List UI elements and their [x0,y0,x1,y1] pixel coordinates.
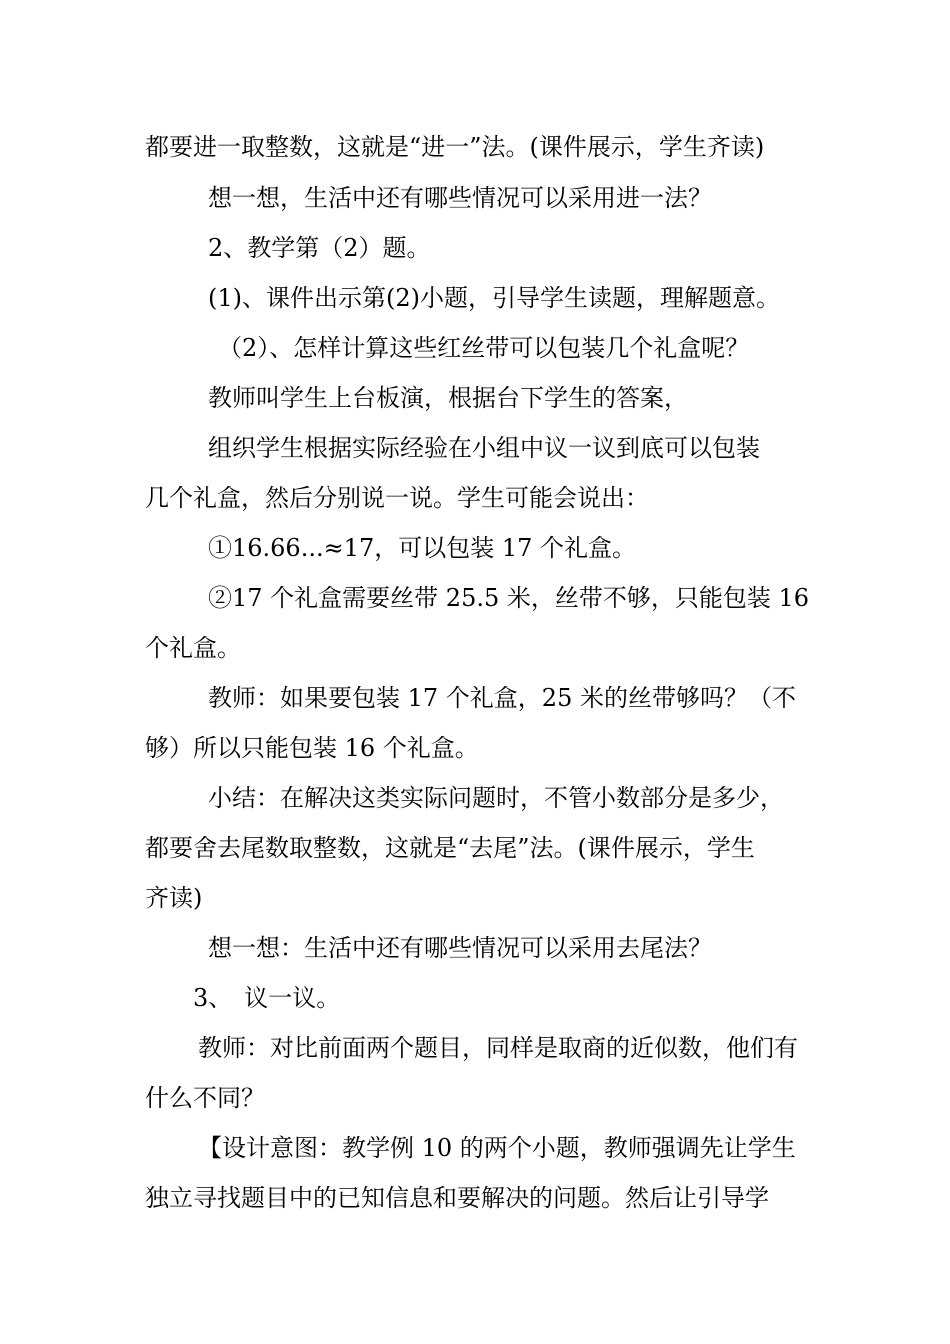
paragraph-line: 独立寻找题目中的已知信息和要解决的问题。然后让引导学 [145,1184,769,1212]
paragraph-line: 教师：如果要包装 17 个礼盒，25 米的丝带够吗？（不 [208,684,796,712]
paragraph-line: 组织学生根据实际经验在小组中议一议到底可以包装 [208,434,760,462]
section-heading: 3、 议一议。 [193,984,341,1012]
paragraph-line: 想一想，生活中还有哪些情况可以采用进一法？ [208,184,712,212]
answer-item: ①16.66...≈17，可以包装 17 个礼盒。 [208,534,637,562]
answer-item: ②17 个礼盒需要丝带 25.5 米，丝带不够，只能包装 16 [208,584,810,612]
paragraph-line: 教师：对比前面两个题目，同样是取商的近似数，他们有 [198,1034,798,1062]
section-heading: 2、教学第（2）题。 [208,234,431,262]
paragraph-line: 齐读) [145,884,203,912]
paragraph-line: 什么不同？ [145,1084,265,1112]
paragraph-line: （2）、怎样计算这些红丝带可以包装几个礼盒呢？ [218,334,750,362]
paragraph-line: 个礼盒。 [145,634,241,662]
paragraph-line: 小结：在解决这类实际问题时，不管小数部分是多少， [208,784,784,812]
paragraph-line: 都要舍去尾数取整数，这就是“去尾”法。(课件展示，学生 [145,834,755,862]
paragraph-line: 都要进一取整数，这就是“进一”法。(课件展示，学生齐读) [145,133,765,161]
paragraph-line: 够）所以只能包装 16 个礼盒。 [145,734,479,762]
paragraph-line: 【设计意图：教学例 10 的两个小题，教师强调先让学生 [198,1134,796,1162]
paragraph-line: (1)、课件出示第(2)小题，引导学生读题，理解题意。 [208,284,780,312]
paragraph-line: 几个礼盒，然后分别说一说。学生可能会说出： [145,484,649,512]
paragraph-line: 想一想：生活中还有哪些情况可以采用去尾法？ [208,934,712,962]
paragraph-line: 教师叫学生上台板演，根据台下学生的答案， [208,384,688,412]
